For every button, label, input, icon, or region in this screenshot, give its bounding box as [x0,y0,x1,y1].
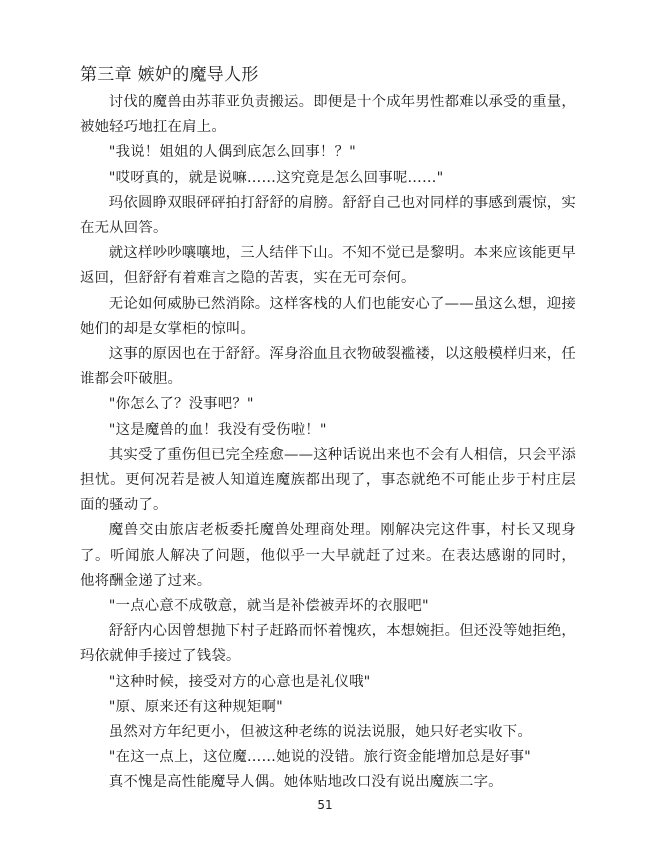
paragraph: "在这一点上，这位魔……她说的没错。旅行资金能增加总是好事" [108,749,531,766]
paragraph: 魔兽交由旅店老板委托魔兽处理商处理。刚解决完这件事，村长又现身了。听闻旅人解决了问题，他似乎一大早就赶了过来。在表达感谢的同时，他将酬金递了过来。 [80,522,576,589]
paragraph: 就这样吵吵嚷嚷地，三人结伴下山。不知不觉已是黎明。本来应该能更早返回，但舒舒有着难言之隐的苦衷，实在无可奈何。 [80,245,576,287]
page-content [80,62,576,796]
paragraph: "我说！姐姐的人偶到底怎么回事！？" [108,144,356,161]
page-number: 51 [317,798,333,812]
paragraph: 舒舒内心因曾想抛下村子赶路而怀着愧疚，本想婉拒。但还没等她拒绝，玛依就伸手接过了钱袋。 [80,623,576,665]
paragraph: "你怎么了？没事吧？" [108,396,254,413]
paragraph: 玛依圆睁双眼砰砰拍打舒舒的肩膀。舒舒自己也对同样的事感到震惊，实在无从回答。 [80,194,576,237]
paragraph: 其实受了重伤但已完全痊愈——这种话说出来也不会有人相信，只会平添担忧。更何况若是被人知道连魔族都出现了，事态就绝不可能止步于村庄层面的骚动了。 [80,446,576,514]
paragraph: 真不愧是高性能魔导人偶。她体贴地改口没有说出魔族二字。 [108,774,503,791]
paragraph: "原、原来还有这种规矩啊" [108,698,283,715]
paragraph: "这种时候，接受对方的心意也是礼仪哦" [108,673,371,690]
paragraph: "这是魔兽的血！我没有受伤啦！" [108,421,327,438]
paragraph: 这事的原因也在于舒舒。浑身浴血且衣物破裂褴褛，以这般模样归来，任谁都会吓破胆。 [80,346,576,388]
paragraph: "一点心意不成敬意，就当是补偿被弄坏的衣服吧" [108,598,429,615]
paragraph: 虽然对方年纪更小，但被这种老练的说法说服，她只好老实收下。 [108,724,532,741]
paragraph: 无论如何威胁已然消除。这样客栈的人们也能安心了——虽这么想，迎接她们的却是女掌柜的惊叫。 [80,295,576,337]
paragraph: 讨伐的魔兽由苏菲亚负责搬运。即便是十个成年男性都难以承受的重量，被她轻巧地扛在肩上。 [80,94,576,136]
chapter-title: 第三章 嫉妒的魔导人形 [80,65,259,85]
paragraph: "哎呀真的，就是说嘛……这究竟是怎么回事呢……" [108,169,444,186]
